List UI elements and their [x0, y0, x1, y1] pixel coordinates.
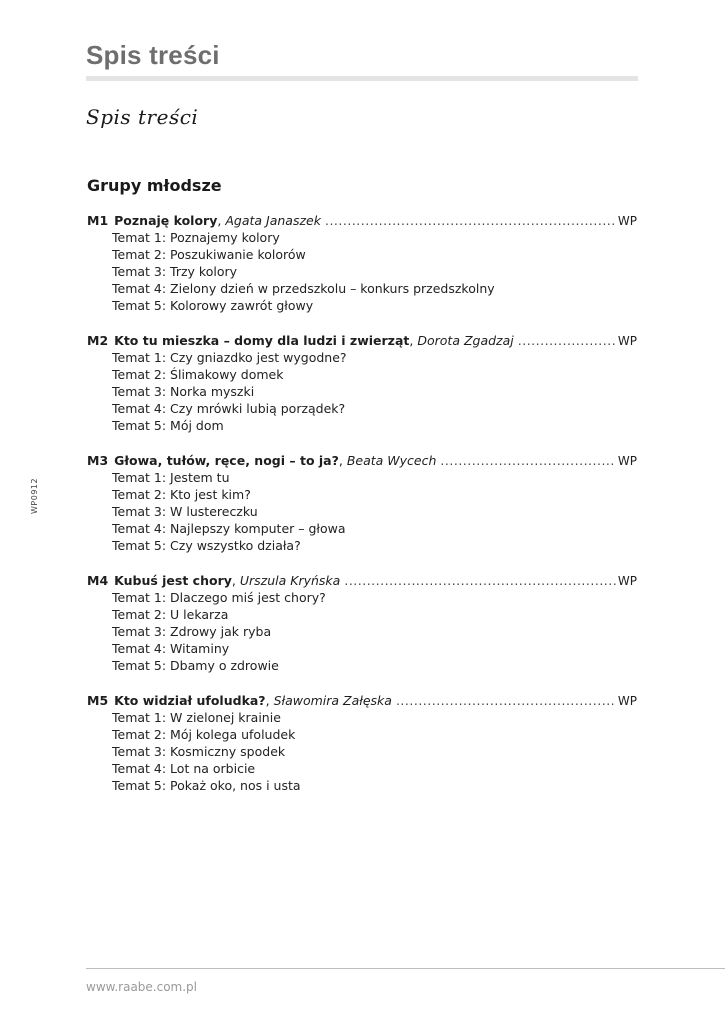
topic-item: Temat 1: W zielonej krainie — [112, 710, 281, 725]
topic-list — [87, 349, 637, 434]
dot-leader — [325, 212, 616, 229]
topic-item: Temat 3: W lustereczku — [112, 504, 258, 519]
toc-module-m1 — [87, 212, 637, 314]
module-code: M3 — [87, 453, 109, 468]
toc-module-m3 — [87, 452, 637, 554]
toc-entry[interactable] — [87, 212, 637, 229]
module-code: M5 — [87, 693, 109, 708]
topic-item: Temat 3: Norka myszki — [112, 384, 255, 399]
topic-item: Temat 3: Zdrowy jak ryba — [112, 624, 272, 639]
toc-module-m5 — [87, 692, 637, 794]
separator: , — [265, 693, 270, 708]
topic-item: Temat 5: Dbamy o zdrowie — [112, 658, 279, 673]
dot-leader — [396, 692, 616, 709]
dot-leader — [344, 572, 616, 589]
toc-entry[interactable] — [87, 572, 637, 589]
module-author: Agata Janaszek — [225, 213, 321, 228]
topic-item: Temat 2: U lekarza — [112, 607, 229, 622]
module-code: M1 — [87, 213, 109, 228]
topic-item: Temat 1: Czy gniazdko jest wygodne? — [112, 350, 347, 365]
topic-item: Temat 1: Jestem tu — [112, 470, 230, 485]
module-title: Głowa, tułów, ręce, nogi – to ja? — [114, 453, 339, 468]
page-reference: WP — [617, 574, 637, 588]
topic-list — [87, 229, 637, 314]
module-title: Kubuś jest chory — [114, 573, 232, 588]
page-reference: WP — [617, 694, 637, 708]
module-author: Dorota Zgadzaj — [417, 333, 514, 348]
topic-item: Temat 5: Kolorowy zawrót głowy — [112, 298, 314, 313]
page-reference: WP — [617, 214, 637, 228]
separator: , — [409, 333, 414, 348]
topic-item: Temat 1: Poznajemy kolory — [112, 230, 280, 245]
header-divider — [86, 76, 638, 81]
topic-item: Temat 5: Mój dom — [112, 418, 224, 433]
module-author: Beata Wycech — [346, 453, 437, 468]
module-author: Urszula Kryńska — [239, 573, 341, 588]
topic-item: Temat 5: Czy wszystko działa? — [112, 538, 301, 553]
dot-leader — [440, 452, 615, 469]
section-heading: Grupy młodsze — [87, 176, 222, 195]
page-reference: WP — [617, 334, 637, 348]
footer-divider — [86, 968, 725, 969]
separator: , — [338, 453, 343, 468]
toc-entry[interactable] — [87, 332, 637, 349]
topic-list — [87, 469, 637, 554]
module-title: Kto widział ufoludka? — [114, 693, 266, 708]
page-header-title: Spis treści — [86, 40, 220, 70]
page-reference: WP — [617, 454, 637, 468]
footer-url[interactable]: www.raabe.com.pl — [86, 980, 198, 994]
topic-item: Temat 2: Mój kolega ufoludek — [112, 727, 296, 742]
module-title: Kto tu mieszka – domy dla ludzi i zwierząt — [114, 333, 410, 348]
toc-title: Spis treści — [86, 105, 199, 129]
separator: , — [217, 213, 222, 228]
topic-item: Temat 1: Dlaczego miś jest chory? — [112, 590, 326, 605]
topic-list — [87, 589, 637, 674]
dot-leader — [518, 332, 616, 349]
module-title: Poznaję kolory — [114, 213, 218, 228]
side-product-code: WP0912 — [30, 477, 39, 514]
separator: , — [231, 573, 236, 588]
toc-module-m4 — [87, 572, 637, 674]
topic-item: Temat 2: Ślimakowy domek — [112, 367, 284, 382]
topic-item: Temat 4: Czy mrówki lubią porządek? — [112, 401, 346, 416]
topic-item: Temat 4: Zielony dzień w przedszkolu – konkurs przedszkolny — [112, 281, 495, 296]
toc-entry[interactable] — [87, 692, 637, 709]
toc-entry[interactable] — [87, 452, 637, 469]
topic-item: Temat 2: Kto jest kim? — [112, 487, 251, 502]
topic-item: Temat 3: Trzy kolory — [112, 264, 238, 279]
topic-item: Temat 4: Lot na orbicie — [112, 761, 256, 776]
topic-item: Temat 2: Poszukiwanie kolorów — [112, 247, 306, 262]
topic-list — [87, 709, 637, 794]
module-code: M4 — [87, 573, 109, 588]
toc-module-m2 — [87, 332, 637, 434]
topic-item: Temat 4: Witaminy — [112, 641, 230, 656]
topic-item: Temat 3: Kosmiczny spodek — [112, 744, 286, 759]
table-of-contents — [87, 212, 637, 812]
topic-item: Temat 5: Pokaż oko, nos i usta — [112, 778, 301, 793]
module-author: Sławomira Załęska — [273, 693, 392, 708]
module-code: M2 — [87, 333, 109, 348]
topic-item: Temat 4: Najlepszy komputer – głowa — [112, 521, 346, 536]
